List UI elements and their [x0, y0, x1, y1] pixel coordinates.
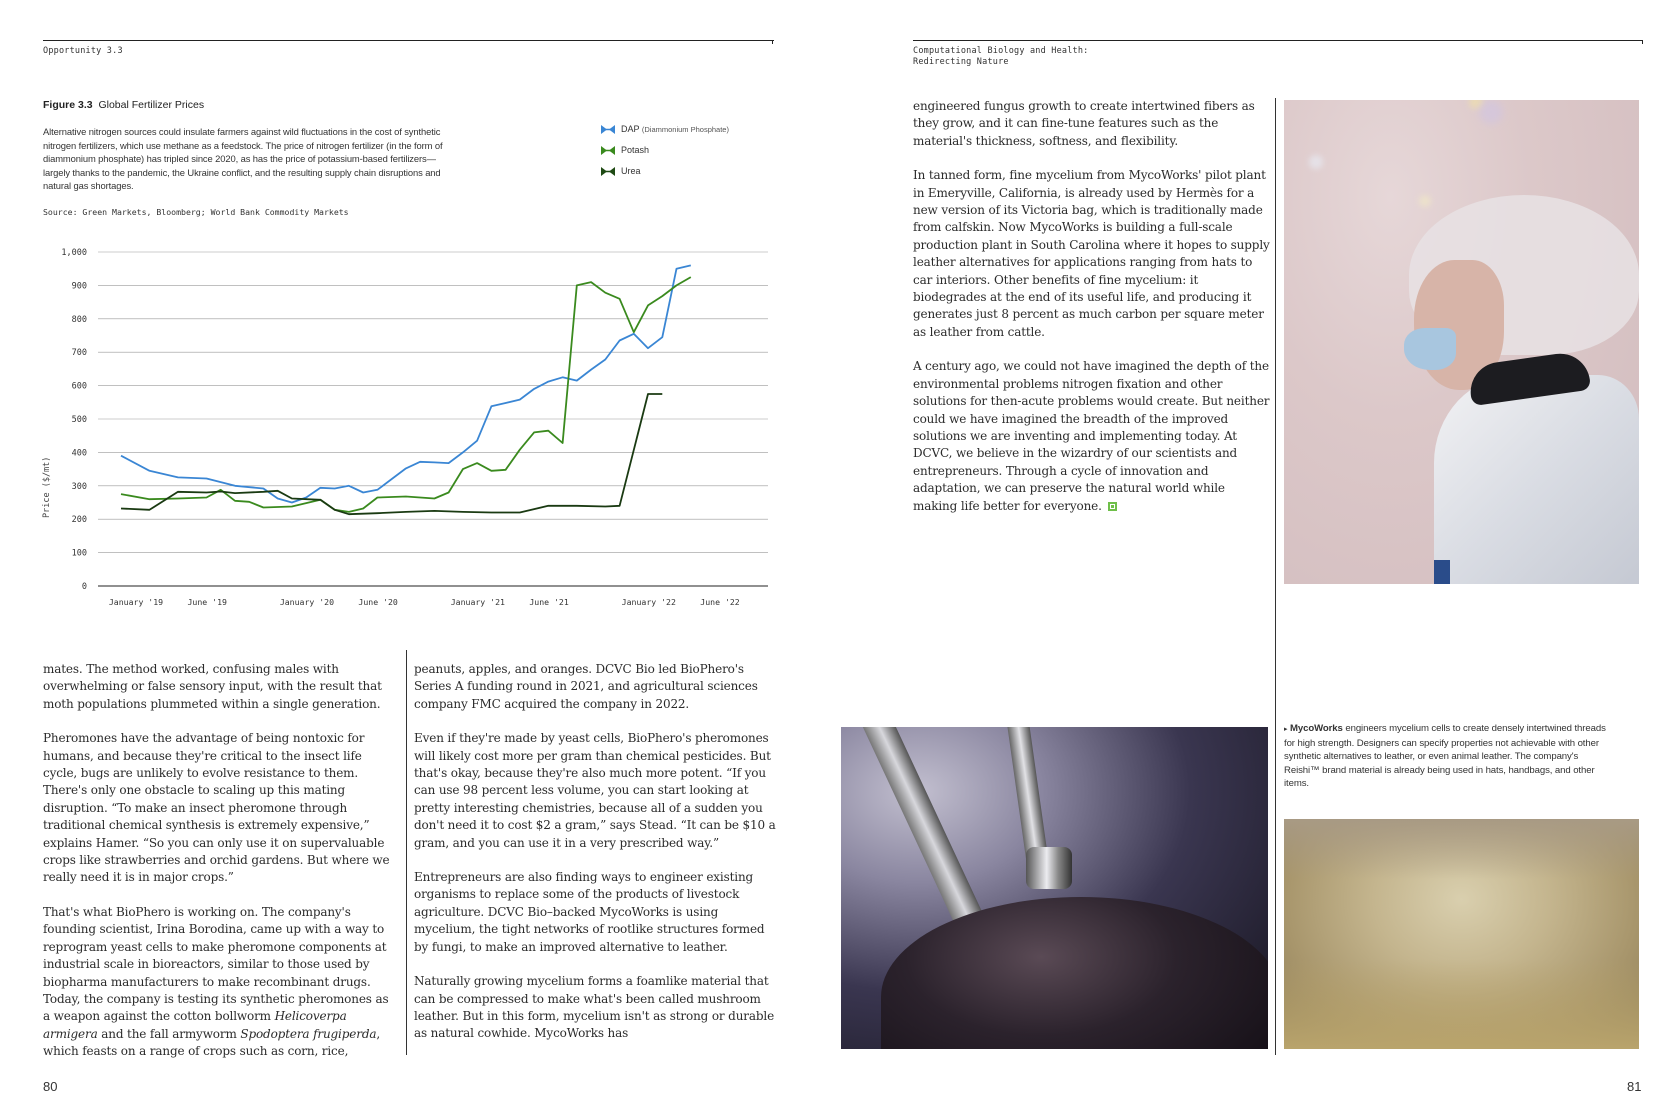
lab-worker-photo [1284, 100, 1639, 584]
y-tick-label: 300 [71, 481, 87, 492]
urea-legend-icon [601, 167, 615, 176]
right-paragraph-3: A century ago, we could not have imagined the depth of the environmental problems nitrogen fixation and other solutions for then-acute problems would create. But neither could we have imagined the breadth of the improved solutions we are inventing and implementing today. At DCVC, we believe in the wizardry of our scientists and entrepreneurs. Through a cycle of innovation and adaptation, we can preserve the natural world while making life better for everyone. [913, 359, 1270, 513]
chart-grid [98, 252, 768, 586]
col2-paragraph-1: peanuts, apples, and oranges. DCVC Bio led BioPhero's Series A funding round in 2021, and agricultural sciences company FMC acquired the company in 2022. [414, 662, 758, 711]
left-column-2 [414, 661, 776, 1060]
series-line-potash [121, 277, 691, 512]
figure-source: Source: Green Markets, Bloomberg; World Bank Commodity Markets [43, 207, 349, 217]
figure-description: Alternative nitrogen sources could insulate farmers against wild fluctuations in the cost of synthetic nitrogen fertilizers, which use methane as a feedstock. The price of nitrogen fertilizer (in the form of diammonium phosphate) has tripled since 2020, as has the price of potassium-based fertilizers—largely thanks to the pandemic, the Ukraine conflict, and the resulting supply chain disruptions and natural gas shortages. [43, 126, 443, 192]
leather-tool-photo [841, 727, 1268, 1049]
y-tick-label: 900 [71, 281, 87, 292]
chart-y-axis-label: Price ($/mt) [42, 456, 52, 518]
left-column-divider [406, 650, 407, 1055]
legend-potash [601, 145, 649, 155]
y-tick-label: 700 [71, 348, 87, 359]
potash-legend-icon [601, 146, 615, 155]
figure-title-text: Global Fertilizer Prices [98, 99, 205, 111]
left-top-rule-tick [772, 40, 773, 44]
legend-dap [601, 124, 729, 134]
legend-dap-label: DAP [621, 124, 640, 134]
figure-title [43, 99, 204, 111]
y-tick-label: 1,000 [61, 248, 87, 258]
chart-y-ticks [61, 248, 87, 592]
col2-paragraph-3: Entrepreneurs are also finding ways to engineer existing organisms to replace some of the products of livestock agriculture. DCVC Bio–backed MycoWorks is using mycelium, the tight networks of rootlike structures formed by fungi, to make an improved alternative to leather. [414, 870, 765, 954]
legend-urea-label: Urea [621, 166, 641, 176]
left-running-head: Opportunity 3.3 [43, 46, 123, 56]
series-line-dap [121, 265, 691, 502]
x-tick-label: January '22 [621, 597, 676, 607]
col2-paragraph-4: Naturally growing mycelium forms a foamlike material that can be compressed to make what's been called mushroom leather. But in this form, mycelium isn't as strong or durable as natural cowhide. MycoWorks has [414, 974, 775, 1041]
x-tick-label: January '20 [279, 597, 335, 607]
y-tick-label: 800 [71, 314, 87, 325]
right-paragraph-2: In tanned form, fine mycelium from MycoWorks' pilot plant in Emeryville, California, is already used by Hermès for a new version of its Victoria bag, which is traditionally made from calfskin. Now MycoWorks is building a full-scale production plant in South Carolina where it hopes to supply leather alternatives for applications ranging from hats to car interiors. Other benefits of fine mycelium: it biodegrades at the end of its useful life, and producing it generates just 8 percent as much carbon per square meter as leather from cattle. [913, 168, 1270, 339]
caption-arrow-icon: ▸ [1284, 726, 1288, 733]
x-tick-label: June '22 [700, 597, 740, 607]
x-tick-label: June '19 [187, 597, 227, 607]
col1-paragraph-1: mates. The method worked, confusing males with overwhelming or false sensory input, with the result that moth populations plummeted within a single generation. [43, 662, 382, 711]
left-page-number: 80 [43, 1079, 58, 1094]
right-running-head-line-1: Computational Biology and Health: [913, 46, 1089, 56]
x-tick-label: January '21 [450, 597, 505, 607]
x-tick-label: June '21 [529, 597, 569, 607]
left-column-1 [43, 661, 399, 1078]
col2-paragraph-2: Even if they're made by yeast cells, BioPhero's pheromones will likely cost more per gram than chemical pesticides. But that's okay, because they're also much more potent. “If you can use 98 percent less volume, you can start looking at pretty interesting chemistries, because all of a sudden you don't need it to cost $2 a gram,” says Stead. “It can be $10 a gram, and you can use it in a very prescribed way.” [414, 731, 776, 850]
y-tick-label: 100 [71, 548, 87, 559]
leather-texture-photo [1284, 819, 1639, 1049]
fertilizer-price-chart [30, 240, 780, 615]
chart-series [121, 265, 691, 514]
dap-legend-icon [601, 125, 615, 134]
right-column-divider [1275, 98, 1276, 1055]
figure-label: Figure 3.3 [43, 99, 93, 111]
legend-potash-label: Potash [621, 145, 650, 155]
chart-x-ticks [109, 597, 740, 607]
y-tick-label: 400 [71, 448, 87, 459]
x-tick-label: June '20 [358, 597, 398, 607]
left-top-rule [43, 40, 774, 41]
y-tick-label: 0 [81, 582, 87, 592]
y-tick-label: 200 [71, 515, 87, 526]
right-page-number: 81 [1627, 1079, 1642, 1094]
mycoworks-caption: ▸ MycoWorks engineers mycelium cells to create densely intertwined threads for high strength. Designers can specify properties not achievable with other synthetic alternatives to leather, or even animal leather. The company's Reishi™ brand material is already being used in hats, handbags, and other items. [1284, 723, 1606, 790]
right-running-head [913, 46, 1088, 68]
y-tick-label: 600 [71, 381, 87, 392]
right-column-text [913, 98, 1271, 532]
right-top-rule-tick [1642, 40, 1643, 44]
legend-dap-sub: (Diammonium Phosphate) [641, 125, 729, 134]
col1-paragraph-3: That's what BioPhero is working on. The company's founding scientist, Irina Borodina, came up with a way to reprogram yeast cells to make pheromone components at industrial scale in bioreactors, similar to those used by biopharma manufacturers to make recombinant drugs. Today, the company is testing its synthetic pheromones as a weapon against the cotton bollworm Helicoverpa armigera and the fall armyworm Spodoptera frugiperda, which feasts on a range of crops such as corn, rice, [43, 904, 389, 1059]
y-tick-label: 500 [71, 415, 87, 425]
end-mark-icon [1108, 502, 1117, 511]
right-top-rule [913, 40, 1643, 41]
x-tick-label: January '19 [108, 597, 164, 607]
right-paragraph-1: engineered fungus growth to create intertwined fibers as they grow, and it can fine-tune features such as the material's thickness, softness, and flexibility. [913, 99, 1255, 148]
legend-urea [601, 166, 641, 176]
right-running-head-line-2: Redirecting Nature [913, 57, 1009, 67]
col1-paragraph-2: Pheromones have the advantage of being nontoxic for humans, and because they're critical to the insect life cycle, bugs are unlikely to evolve resistance to them. There's only one obstacle to scaling up this mating disruption. “To make an insect pheromone through traditional chemical synthesis is extremely expensive,” explains Hamer. “So you can only use it on supervaluable crops like strawberries and orchid gardens. But where we really need it is in major crops.” [43, 731, 390, 885]
